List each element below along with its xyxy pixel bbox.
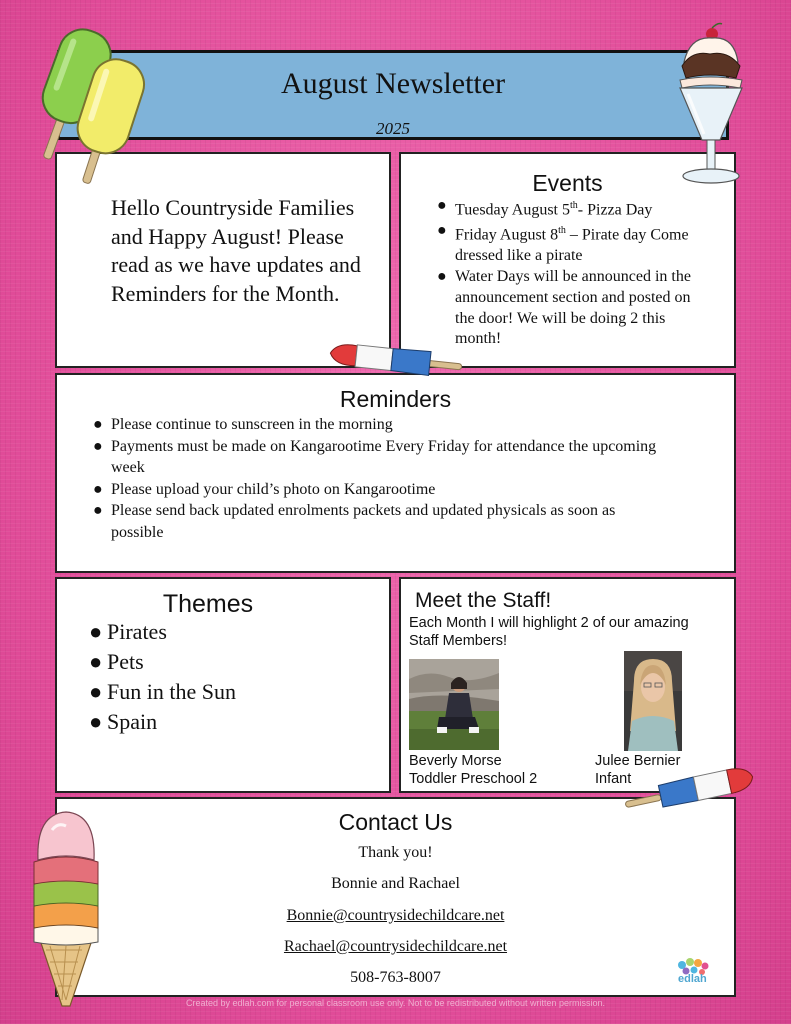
reminders-box: [55, 373, 736, 573]
staff-box: [399, 577, 736, 793]
event-item: ● Tuesday August 5th- Pizza Day: [437, 197, 653, 219]
rocket-popsicle-icon: [620, 768, 760, 813]
newsletter-header: [57, 50, 729, 140]
events-title: Events: [532, 170, 603, 196]
staff-role-label: Infant: [595, 771, 632, 787]
staff-member-beverly: [409, 752, 537, 788]
footer-copyright: Created by edlah.com for personal classroom use only. Not to be redistributed without written permission.: [185, 998, 606, 1008]
theme-item: ● Pirates: [89, 619, 167, 644]
contact-title: Contact Us: [338, 809, 453, 835]
popsicle-icon: [26, 24, 156, 189]
reminder-item: ● Please continue to sunscreen in the morning: [93, 416, 393, 433]
contact-phone: 508-763-8007: [350, 969, 441, 986]
staff-name-label: Beverly Morse: [409, 753, 502, 769]
reminders-list: [87, 414, 667, 544]
sundae-icon: [670, 22, 750, 187]
newsletter-title: August Newsletter: [280, 67, 506, 100]
reminder-item: ● Please send back updated enrolments packets and updated physicals as soon as possible: [93, 502, 616, 541]
contact-names: Bonnie and Rachael: [331, 875, 460, 892]
contact-email-rachael[interactable]: Rachael@countrysidechildcare.net: [283, 938, 508, 955]
themes-box: [55, 577, 391, 793]
staff-role-label: Toddler Preschool 2: [409, 771, 538, 787]
staff-name-label: Julee Bernier: [595, 753, 681, 769]
intro-text: Hello Countryside Families and Happy August! Please read as we have updates and Reminders for the Month.: [111, 195, 361, 306]
ice-cream-cone-icon: [26, 800, 106, 1012]
staff-intro: Each Month I will highlight 2 of our amazing Staff Members!: [409, 615, 689, 649]
reminder-item: ● Please upload your child’s photo on Kangarootime: [93, 480, 436, 498]
themes-list: [83, 617, 363, 737]
reminders-title: Reminders: [339, 386, 452, 412]
rocket-popsicle-icon: [326, 340, 466, 380]
contact-email-bonnie[interactable]: Bonnie@countrysidechildcare.net: [286, 907, 505, 924]
reminder-item: ● Payments must be made on Kangarootime Every Friday for attendance the upcoming week: [93, 437, 657, 477]
theme-item: ● Pets: [89, 649, 144, 674]
staff-photo-beverly: [409, 659, 499, 750]
contact-thanks: Thank you!: [358, 844, 433, 861]
event-item: ● Friday August 8th – Pirate day Come dressed like a pirate: [437, 222, 689, 265]
staff-title: Meet the Staff!: [415, 589, 552, 612]
edlah-logo: [672, 957, 722, 989]
newsletter-year: 2025: [376, 119, 410, 138]
theme-item: ● Spain: [89, 709, 158, 734]
contact-box: [55, 797, 736, 997]
themes-title: Themes: [162, 590, 254, 618]
staff-photo-julee: [624, 651, 682, 751]
events-list: [431, 196, 701, 350]
edlah-logo-text: edlah: [678, 973, 707, 985]
event-item: ● Water Days will be announced in the announcement section and posted on the door! We will be doing 2 this month!: [437, 268, 691, 348]
theme-item: ● Fun in the Sun: [89, 679, 236, 704]
